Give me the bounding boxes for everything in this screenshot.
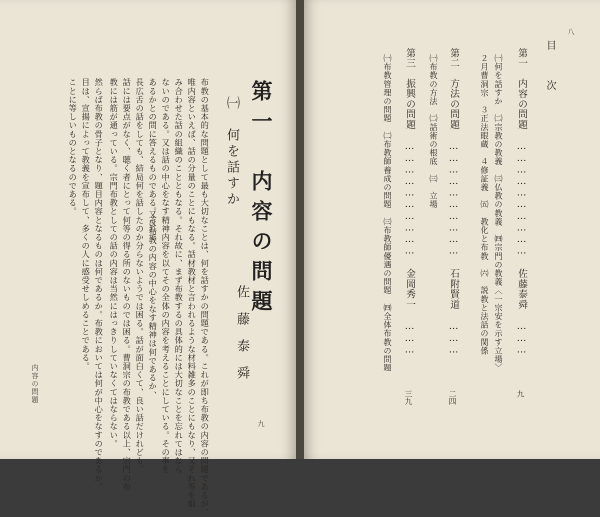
body-line: ことに等しいものとなるのである。 xyxy=(68,78,79,216)
body-line: 布教の基本的な問題として最も大切なことは、何を話すかの問題である。これが即ち布教の内容の問題であるが、 xyxy=(200,78,211,517)
book-gutter xyxy=(296,0,304,459)
toc-entry-text: 第一 内容の問題 ………………………… 佐藤泰舜 ……… xyxy=(516,48,527,356)
body-line: 目は、宣揚によって教義を宣布して、多くの人に感受せしめることである。 xyxy=(81,78,92,371)
body-line: 話には要点がなく、聴く者にとって何等の得る所のないものでは困る。曹洞宗の布教である以上、宗門の布 xyxy=(122,78,133,491)
chapter-title: 第一 内容の問題 xyxy=(249,80,274,320)
right-page xyxy=(304,0,600,459)
author-name: 佐藤泰舜 xyxy=(234,285,249,393)
toc-subentry: ㈠布教の方法 ㈡話術の根底 ㈢ 立場 xyxy=(429,54,438,209)
toc-subentry: ㈠布教管理の問題 ㈡布教師養成の問題 ㈢布教師優遇の問題 ㈣全体布教の問題 xyxy=(383,54,392,373)
toc-heading: 目 次 xyxy=(544,40,555,100)
toc-entry xyxy=(514,48,528,388)
page-number: 九 xyxy=(257,420,265,428)
body-line: 長広舌の話をしても、結局何を話したのか分らないようでは困る。話が面白くて、良い話だけれども、 xyxy=(135,78,146,474)
body-line: 然らば布教の骨子となり、題目内容となるものは何であるか。布教においては何が中心をなすのであるか。 xyxy=(94,78,105,491)
body-line: 又は布教の内容の中心をなす精神は何であるか、 xyxy=(148,210,159,400)
toc-subentry: ２月曹洞宗 ３正法眼蔵 ４修証義 ㈤ 教化と布教 ㈥ 説教と法話の関係 xyxy=(480,54,489,355)
toc-entry: 第二 方法の問題 ………………………… 石附賢道 ……… xyxy=(448,48,459,356)
body-line: ないのである。又は話の中心をなす精神内容を以てその全体の内容を考えることにしている。その事を xyxy=(161,78,172,474)
running-head: 内容の問題 xyxy=(31,364,39,404)
toc-page-number: 九 xyxy=(516,390,525,398)
body-line: あるかとの問に答えるものである。それで、 xyxy=(148,78,159,250)
body-line: み合わせた話の組織のことともなる。それ故に、まず布教するの具体的には大切なことを忘れてはなら xyxy=(174,78,185,474)
toc-page-number: 二四 xyxy=(448,390,457,405)
body-line: 唯内容といえば、話の分量のことにもなる。話材教材と言われるような材料雑多のことにもなり、又それ等を組 xyxy=(187,78,198,508)
toc-subentry: ㈠何を話すか ㈡宗教の教義 ㈢仏教の教義 ㈣宗門の教義〈一宗安を示す立場〉 xyxy=(494,54,503,373)
page-number: 八 xyxy=(567,28,575,36)
toc-entry: 第三 振興の問題 ………………………… 金岡秀一 ……… xyxy=(404,48,415,356)
body-line: 教には筋が通っている。宗門布教としての話の内容は当然にはっきりしていなくてはならない。 xyxy=(109,78,120,448)
section-title: ㈠ 何を話すか xyxy=(224,96,239,208)
left-page xyxy=(0,0,296,517)
toc-page-number: 三九 xyxy=(404,390,413,405)
